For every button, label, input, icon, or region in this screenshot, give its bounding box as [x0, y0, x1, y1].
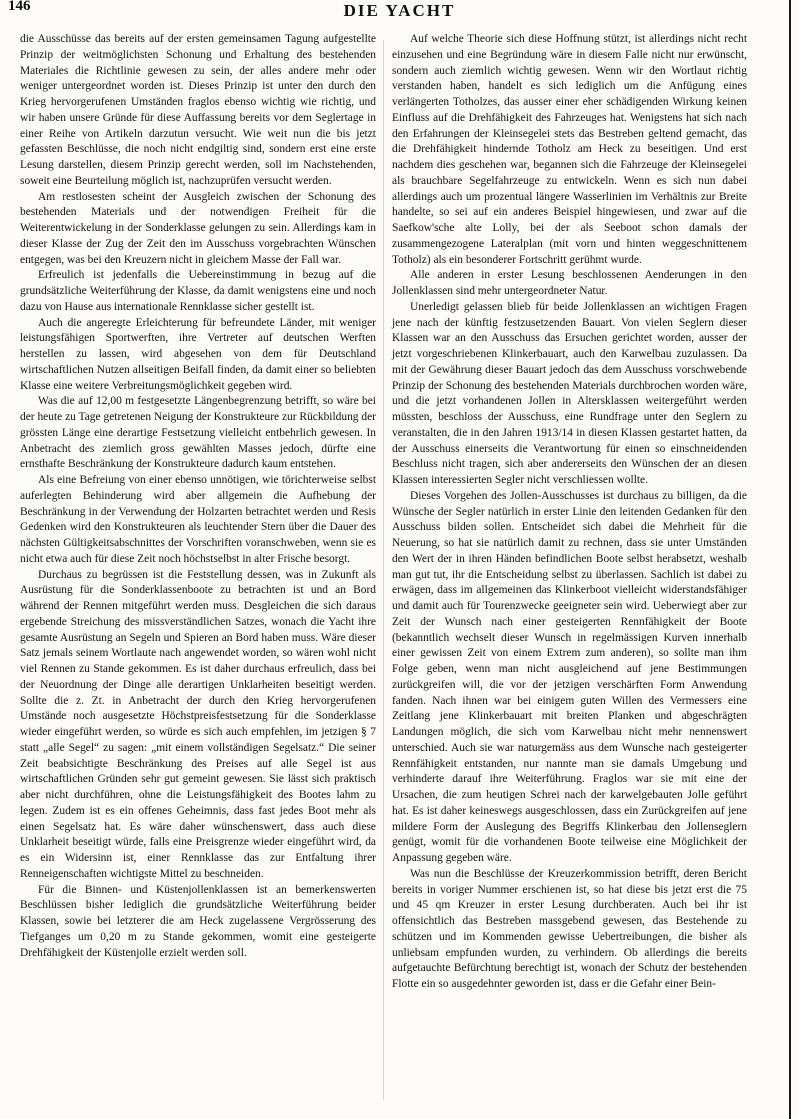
paragraph: Dieses Vorgehen des Jollen-Ausschusses ist durchaus zu billigen, da die Wünsche der Segler natürlich in erster Linie den leitenden Gedanken für den Ausschuss bilden sollen. Entscheidet sich dabei die Mehrheit für die Neuerung, so hat sie natürlich damit zu rechnen, dass sie unter Umständen den Wert der in ihren Händen befindlichen Boote selbst herabsetzt, weshalb man gut tut, ihr die Entscheidung selbst zu überlassen. Sachlich ist dabei zu erwägen, dass im allgemeinen das Klinkerboot vielleicht widerstandsfähiger und damit auch für Tourenzwecke geeigneter sein wird. Ueberwiegt aber zur Zeit der Wunsch nach einer gesteigerten Rennfähigkeit der Boote (bekanntlich wechselt dieser Wunsch in regelmässigen Kurven innerhalb einer gewissen Zeit von einem Extrem zum anderen), so sollte man ihm Folge geben, wenn man nicht ausgleichend auf jene Bestimmungen zurückgreifen will, die vor der jetzigen verschärften Form Anwendung fanden. Nach ihnen war bei einigem guten Willen des Vermessers eine Zeitlang jene Klinkerbauart mit breiten Planken und abgeschrägten Landungen möglich, die sich vom Karwelbau nicht mehr nennenswert unterschied. Auch sie war naturgemäss aus dem Wunsche nach gesteigerter Rennfähigkeit entstanden, nur nannte man sie damals Umgebung und verhinderte darauf ihre Weiterführung. Fraglos war sie mit eine der Ursachen, die zum heutigen Schrei nach der karwelgebauten Jolle geführt hat. Es ist daher keineswegs ausgeschlossen, dass ein Zurückgreifen auf jene mildere Form der Auslegung des Begriffs Klinkerbau den Jollenseglern genügt, womit für die vorhandenen Boote teilweise eine Möglichkeit der Anpassung gegeben wäre. [392, 489, 747, 864]
paragraph: Unerledigt gelassen blieb für beide Jollenklassen an wichtigen Fragen jene nach der künftig festzusetzenden Bauart. Von vielen Seglern dieser Klassen war an den Ausschuss das Ersuchen gerichtet worden, ausser der jetzt vorgeschriebenen Klinkerbauart, auch den Karwelbau zuzulassen. Da mit der Gewährung dieser Bauart jedoch das dem Ausschuss vorschwebende Prinzip der Schonung des bestehenden Materials durchbrochen worden wäre, und die jetzt vorhandenen Jollen in Altersklassen weitergeführt werden müssten, beschloss der Ausschuss, eine Rundfrage unter den Seglern zu veranstalten, die in den Jahren 1913/14 in diesen Klassen gestartet hatten, da der Ausschuss einerseits die Verantwortung für einen so einschneidenden Beschluss nicht tragen, sich aber andererseits den Wünschen der an diesen Klassen interessierten Segler nicht verschliessen wollte. [392, 300, 747, 486]
right-column [392, 32, 747, 993]
paragraph: die Ausschüsse das bereits auf der ersten gemeinsamen Tagung aufgestellte Prinzip der weitmöglichsten Schonung und Erhaltung des bestehenden Materiales die Richtlinie gewesen zu sein, der alles andere mehr oder weniger untergeordnet worden ist. Dieses Prinzip ist unter den durch den Krieg hervorgerufenen Umständen fraglos ebenso wichtig wie richtig, und wir haben unsere Gründe für diese Auffassung bereits vor dem Seglertage in einer Reihe von Artikeln darzutun versucht. Wie weit nun die bis jetzt gefassten Beschlüsse, die noch nicht endgiltig sind, sondern erst eine erste Lesung darstellen, diesem Prinzip gerecht werden, soll im Nachstehenden, soweit eine Beurteilung möglich ist, nachzuprüfen versucht werden. [20, 33, 376, 187]
left-column [20, 32, 376, 961]
paragraph: Für die Binnen- und Küstenjollenklassen ist an bemerkenswerten Beschlüssen bisher lediglich die grundsätzliche Weiterführung beider Klassen, sowie bei letzterer die am Heck zugelassene Vergrösserung des Tiefganges um 0,20 m zu Stande gekommen, womit eine gesteigerte Drehfähigkeit der Küstenjolle erzielt werden soll. [20, 883, 376, 959]
paragraph: Durchaus zu begrüssen ist die Feststellung dessen, was in Zukunft als Ausrüstung für die Sonderklassenboote zu betrachten ist und an Bord während der Rennen mitgeführt werden muss. Desgleichen die sich daraus ergebende Streichung des missverständlichen Satzes, wonach die Yacht ihre gesamte Ausrüstung an Segeln und Spieren an Bord haben muss. Wäre dieser Satz jemals seinem Wortlaute nach angewendet worden, so wären wohl nicht viel Rennen zu Stande gekommen. Es ist daher durchaus erfreulich, dass bei der Neuordnung der Dinge alle derartigen Unklarheiten beseitigt werden. Sollte die z. Zt. in Anbetracht der durch den Krieg hervorgerufenen Umstände noch ausgesetzte Höchstpreisfestsetzung für die Sonderklasse wieder eingeführt werden, so würde es sich auch empfehlen, im jetzigen § 7 statt „alle Segel“ zu sagen: „mit einem vollständigen Segelsatz.“ Die seiner Zeit beabsichtigte Beschränkung des Preises auf alle Segel ist aus wirtschaftlichen Gründen sehr gut gemeint gewesen. Sie lässt sich praktisch aber nicht durchführen, ohne die Leistungsfähigkeit des Bootes lahm zu legen. Zudem ist es ein offenes Geheimnis, dass fast jedes Boot mehr als einen Segelsatz hat. Es wäre daher wünschenswert, dass auch diese Unklarheit beseitigt würde, falls eine Preisgrenze wieder eingeführt wird, da es ein Widersinn ist, einer Rennklasse das zur Entfaltung ihrer Renneigenschaften wichtigste Mittel zu beschneiden. [20, 568, 376, 880]
page-number: 146 [8, 0, 31, 14]
paragraph: Als eine Befreiung von einer ebenso unnötigen, wie törichterweise selbst auferlegten Behinderung wird aber allgemein die Aufhebung der Beschränkung in der Verwendung der Holzarten betrachtet werden und Resis Gedenken wird den Konstrukteuren als leuchtender Stern über die Dauer des nächsten Gültigkeitsabschnittes der Vorschriften voranschweben, wenn sie es nicht etwa auch für diese Zeit noch höchstselbst in alter Frische besorgt. [20, 474, 376, 565]
paragraph: Was die auf 12,00 m festgesetzte Längenbegrenzung betrifft, so wäre bei der heute zu Tage getretenen Neigung der Konstrukteure zur Rückbildung der grössten Länge eine derartige Festsetzung vielleicht entbehrlich gewesen. In Anbetracht des ziemlich gross gewählten Masses jedoch, dürfte eine ernsthafte Beschränkung der Konstrukteure dadurch kaum entstehen. [20, 395, 376, 471]
paragraph: Alle anderen in erster Lesung beschlossenen Aenderungen in den Jollenklassen sind mehr untergeordneter Natur. [392, 269, 747, 297]
column-divider [383, 40, 384, 1100]
paragraph: Was nun die Beschlüsse der Kreuzerkommission betrifft, deren Bericht bereits in voriger Nummer erschienen ist, so hat diese bis jetzt erst die 75 und 45 qm Kreuzer in erster Lesung durchberaten. Auch bei ihr ist offensichtlich das Bestreben massgebend gewesen, das Bestehende zu schützen und im Kommenden gewisse Uebertreibungen, die bisher als unliebsam empfunden wurden, zu verhindern. Ob allerdings die bereits aufgetauchte Befürchtung berechtigt ist, wonach der Schutz der bestehenden Flotte ein so ausgedehnter geworden ist, dass er die Gefahr einer Bein- [392, 867, 747, 990]
paragraph: Auf welche Theorie sich diese Hoffnung stützt, ist allerdings nicht recht einzusehen und eine Begründung wäre in diesem Falle nicht nur erwünscht, sondern auch ziemlich wichtig gewesen. Wenn wir den Wortlaut richtig verstanden haben, handelt es sich lediglich um die Anfügung eines verlängerten Totholzes, das ausser einer eher schädigenden Wirkung keinen Einfluss auf die Drehfähigkeit des Fahrzeuges hat. Wenigstens hat sich nach den Erfahrungen der Kleinsegelei stets das Bestreben geltend gemacht, das die Drehfähigkeit hindernde Totholz am Heck zu beseitigen. Und erst nachdem dies geschehen war, begannen sich die Fahrzeuge der Kleinsegelei als brauchbare Segelfahrzeuge zu entwickeln. Wenn es sich nun dabei allerdings auch um prozentual längere Wasserlinien im Verhältnis zur Breite handelte, so sei auf ein anderes Beispiel hingewiesen, und zwar auf die Saefkow'sche alte Lolly, bei der als Seeboot schon damals der zusammengezogene Lateralplan (mit vorn und hinten weggeschnittenem Totholz) als ein besonderer Fortschritt gerühmt wurde. [392, 33, 747, 266]
scan-edge [789, 0, 791, 1119]
paragraph: Am restlosesten scheint der Ausgleich zwischen der Schonung des bestehenden Materials und der notwendigen Freiheit für die Weiterentwickelung in der Sonderklasse gelungen zu sein. Allerdings kam in dieser Klasse der Zug der Zeit den im Ausschuss vorgebrachten Wünschen entgegen, was bei den Kreuzern nicht in gleichem Masse der Fall war. [20, 190, 376, 266]
paragraph: Auch die angeregte Erleichterung für befreundete Länder, mit weniger leistungsfähigen Sportwerften, ihre Vertreter auf deutschen Werften herstellen zu lassen, wird abgesehen von dem für Deutschland wirtschaftlichen Nutzen allseitigen Beifall finden, da damit einer so beliebten Klasse eine weitere Verbreitungsmöglichkeit gegeben wird. [20, 316, 376, 392]
running-title: DIE YACHT [343, 1, 456, 20]
paragraph: Erfreulich ist jedenfalls die Uebereinstimmung in bezug auf die grundsätzliche Weiterführung der Klasse, da damit wenigstens eine und noch dazu von Hause aus internationale Rennklasse sicher gestellt ist. [20, 269, 376, 313]
